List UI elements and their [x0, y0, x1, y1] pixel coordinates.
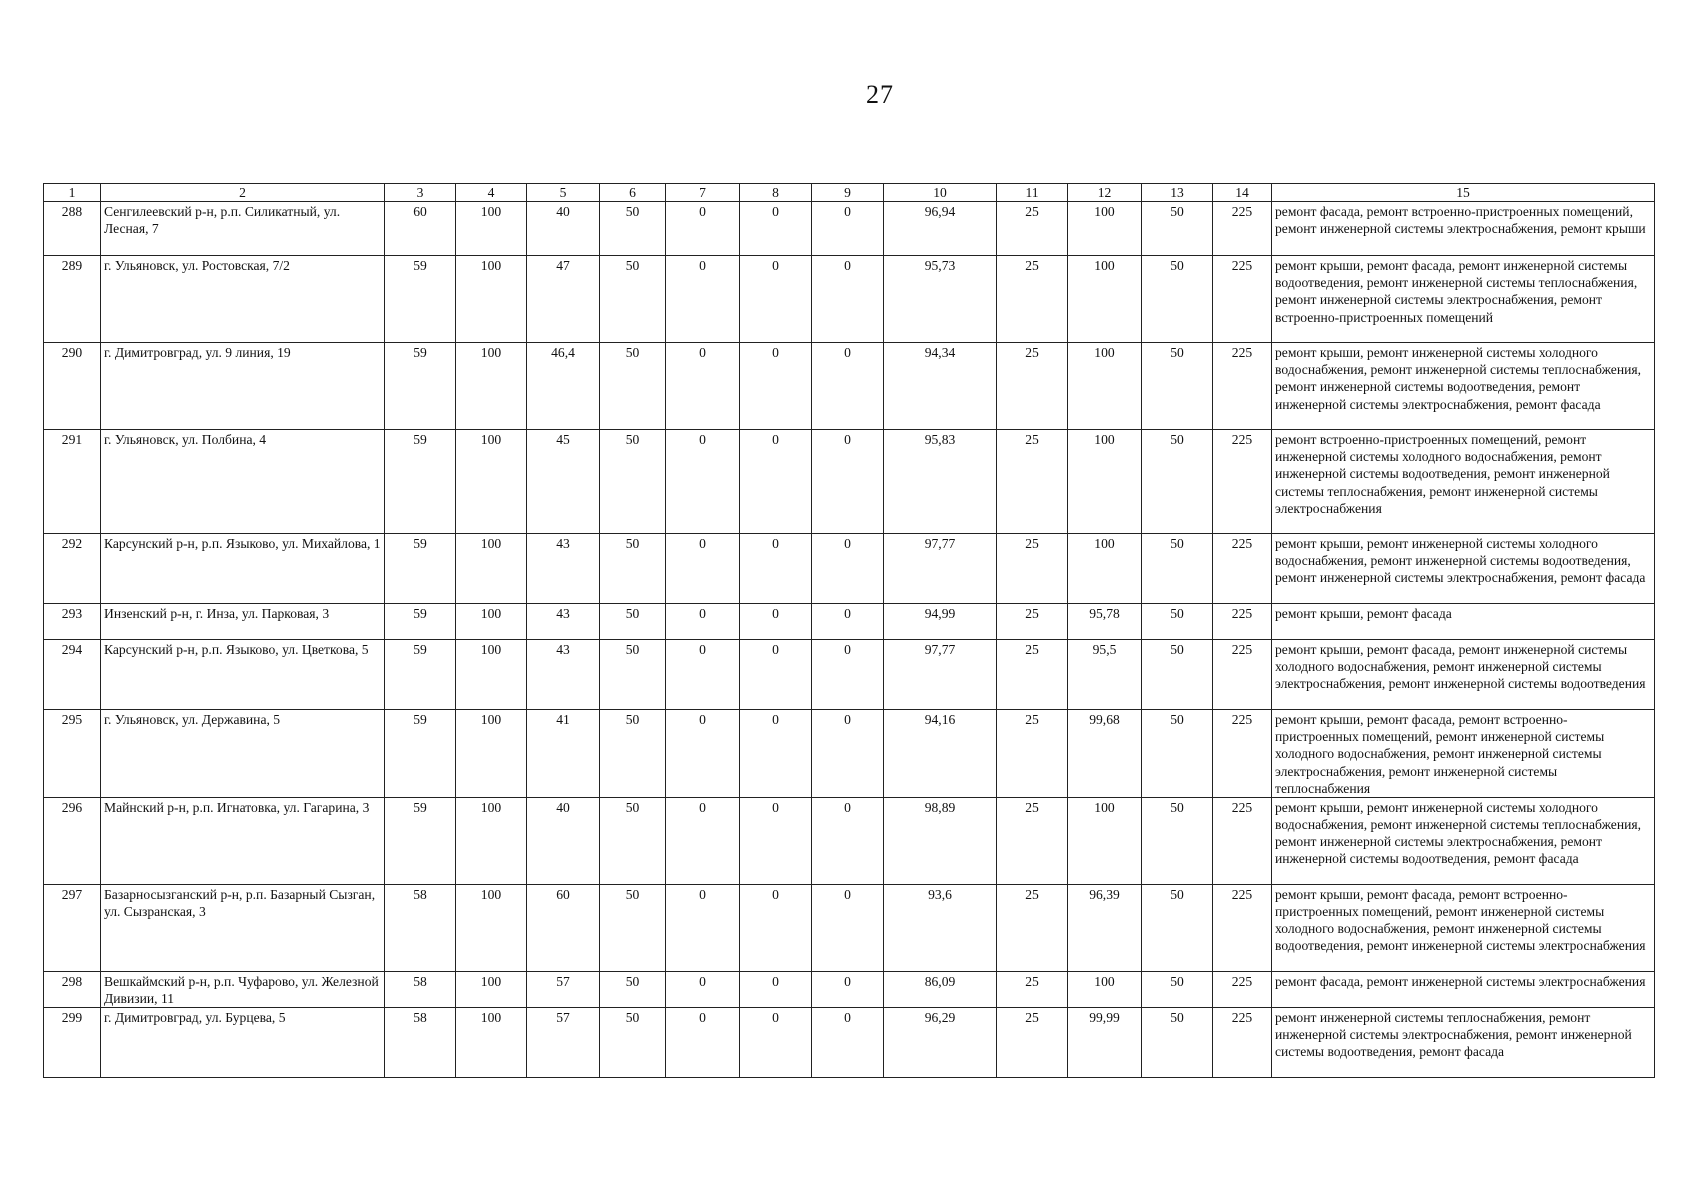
value-cell: 0 — [812, 604, 884, 640]
works-cell: ремонт фасада, ремонт инженерной системы электроснабжения — [1272, 971, 1655, 1007]
table-row — [44, 640, 1655, 710]
value-cell: 40 — [527, 202, 600, 256]
value-cell: 93,6 — [884, 884, 997, 971]
table-row — [44, 256, 1655, 343]
column-header: 7 — [666, 184, 740, 202]
value-cell: 50 — [600, 256, 666, 343]
value-cell: 50 — [600, 343, 666, 430]
value-cell: 50 — [1142, 640, 1213, 710]
value-cell: 225 — [1213, 797, 1272, 884]
row-number-cell: 295 — [44, 710, 101, 798]
value-cell: 50 — [1142, 604, 1213, 640]
value-cell: 100 — [1068, 430, 1142, 534]
works-cell: ремонт крыши, ремонт фасада, ремонт встроенно-пристроенных помещений, ремонт инженерной системы холодного водоснабжения, ремонт инженерной системы водоотведения, ремонт инженерной системы электроснабжения — [1272, 884, 1655, 971]
value-cell: 60 — [527, 884, 600, 971]
value-cell: 0 — [740, 797, 812, 884]
value-cell: 50 — [1142, 430, 1213, 534]
table-row — [44, 202, 1655, 256]
value-cell: 0 — [666, 884, 740, 971]
value-cell: 0 — [812, 430, 884, 534]
value-cell: 0 — [666, 534, 740, 604]
row-number-cell: 288 — [44, 202, 101, 256]
value-cell: 225 — [1213, 534, 1272, 604]
value-cell: 100 — [456, 640, 527, 710]
value-cell: 0 — [812, 343, 884, 430]
works-cell: ремонт фасада, ремонт встроенно-пристроенных помещений, ремонт инженерной системы электроснабжения, ремонт крыши — [1272, 202, 1655, 256]
value-cell: 0 — [740, 604, 812, 640]
address-cell: Майнский р-н, р.п. Игнатовка, ул. Гагарина, 3 — [101, 797, 385, 884]
value-cell: 96,94 — [884, 202, 997, 256]
table-row — [44, 710, 1655, 798]
value-cell: 50 — [1142, 797, 1213, 884]
value-cell: 25 — [997, 202, 1068, 256]
value-cell: 225 — [1213, 640, 1272, 710]
value-cell: 50 — [600, 430, 666, 534]
value-cell: 25 — [997, 534, 1068, 604]
table-body — [44, 202, 1655, 1078]
value-cell: 25 — [997, 797, 1068, 884]
table-row — [44, 343, 1655, 430]
column-header: 11 — [997, 184, 1068, 202]
row-number-cell: 291 — [44, 430, 101, 534]
value-cell: 59 — [385, 430, 456, 534]
value-cell: 50 — [600, 710, 666, 798]
column-header: 4 — [456, 184, 527, 202]
value-cell: 50 — [1142, 710, 1213, 798]
value-cell: 58 — [385, 971, 456, 1007]
value-cell: 50 — [600, 884, 666, 971]
address-cell: Карсунский р-н, р.п. Языково, ул. Цветкова, 5 — [101, 640, 385, 710]
value-cell: 95,83 — [884, 430, 997, 534]
value-cell: 50 — [600, 797, 666, 884]
value-cell: 95,78 — [1068, 604, 1142, 640]
column-header: 13 — [1142, 184, 1213, 202]
value-cell: 100 — [456, 884, 527, 971]
column-header: 14 — [1213, 184, 1272, 202]
value-cell: 0 — [812, 1008, 884, 1078]
value-cell: 0 — [666, 1008, 740, 1078]
value-cell: 0 — [740, 1008, 812, 1078]
value-cell: 50 — [1142, 534, 1213, 604]
value-cell: 0 — [666, 430, 740, 534]
value-cell: 225 — [1213, 710, 1272, 798]
table-row — [44, 884, 1655, 971]
table-row — [44, 1008, 1655, 1078]
address-cell: Инзенский р-н, г. Инза, ул. Парковая, 3 — [101, 604, 385, 640]
value-cell: 59 — [385, 604, 456, 640]
value-cell: 94,99 — [884, 604, 997, 640]
value-cell: 97,77 — [884, 534, 997, 604]
value-cell: 0 — [812, 884, 884, 971]
value-cell: 100 — [456, 256, 527, 343]
value-cell: 100 — [456, 1008, 527, 1078]
address-cell: г. Ульяновск, ул. Державина, 5 — [101, 710, 385, 798]
row-number-cell: 297 — [44, 884, 101, 971]
value-cell: 50 — [600, 604, 666, 640]
value-cell: 50 — [600, 640, 666, 710]
value-cell: 225 — [1213, 343, 1272, 430]
value-cell: 0 — [666, 640, 740, 710]
value-cell: 25 — [997, 343, 1068, 430]
value-cell: 0 — [740, 640, 812, 710]
value-cell: 96,29 — [884, 1008, 997, 1078]
value-cell: 100 — [1068, 971, 1142, 1007]
value-cell: 0 — [812, 534, 884, 604]
value-cell: 0 — [812, 202, 884, 256]
row-number-cell: 298 — [44, 971, 101, 1007]
address-cell: Вешкаймский р-н, р.п. Чуфарово, ул. Железной Дивизии, 11 — [101, 971, 385, 1007]
table-row — [44, 430, 1655, 534]
value-cell: 100 — [456, 202, 527, 256]
value-cell: 100 — [456, 971, 527, 1007]
value-cell: 58 — [385, 884, 456, 971]
page-number: 27 — [866, 80, 894, 109]
value-cell: 0 — [740, 430, 812, 534]
value-cell: 25 — [997, 604, 1068, 640]
address-cell: Базарносызганский р-н, р.п. Базарный Сызган, ул. Сызранская, 3 — [101, 884, 385, 971]
column-header: 9 — [812, 184, 884, 202]
row-number-cell: 293 — [44, 604, 101, 640]
value-cell: 100 — [456, 797, 527, 884]
value-cell: 58 — [385, 1008, 456, 1078]
column-header: 15 — [1272, 184, 1655, 202]
value-cell: 59 — [385, 256, 456, 343]
address-cell: Сенгилеевский р-н, р.п. Силикатный, ул. Лесная, 7 — [101, 202, 385, 256]
table-row — [44, 971, 1655, 1007]
value-cell: 59 — [385, 343, 456, 430]
works-cell: ремонт крыши, ремонт фасада — [1272, 604, 1655, 640]
value-cell: 225 — [1213, 256, 1272, 343]
value-cell: 100 — [1068, 343, 1142, 430]
value-cell: 50 — [1142, 971, 1213, 1007]
value-cell: 0 — [666, 710, 740, 798]
value-cell: 50 — [1142, 256, 1213, 343]
value-cell: 59 — [385, 710, 456, 798]
row-number-cell: 294 — [44, 640, 101, 710]
value-cell: 50 — [1142, 202, 1213, 256]
value-cell: 0 — [666, 971, 740, 1007]
value-cell: 25 — [997, 971, 1068, 1007]
value-cell: 59 — [385, 797, 456, 884]
table-row — [44, 797, 1655, 884]
address-cell: Карсунский р-н, р.п. Языково, ул. Михайлова, 1 — [101, 534, 385, 604]
value-cell: 0 — [740, 710, 812, 798]
value-cell: 25 — [997, 256, 1068, 343]
table-row — [44, 534, 1655, 604]
value-cell: 100 — [1068, 256, 1142, 343]
value-cell: 57 — [527, 971, 600, 1007]
value-cell: 94,16 — [884, 710, 997, 798]
value-cell: 0 — [666, 202, 740, 256]
works-cell: ремонт крыши, ремонт фасада, ремонт встроенно-пристроенных помещений, ремонт инженерной системы холодного водоснабжения, ремонт инженерной системы электроснабжения, ремонт инженерной системы теплоснабжения — [1272, 710, 1655, 798]
value-cell: 0 — [812, 256, 884, 343]
value-cell: 100 — [1068, 797, 1142, 884]
address-cell: г. Димитровград, ул. 9 линия, 19 — [101, 343, 385, 430]
value-cell: 0 — [812, 971, 884, 1007]
column-header: 1 — [44, 184, 101, 202]
value-cell: 0 — [740, 534, 812, 604]
header-row — [44, 184, 1655, 202]
column-header: 2 — [101, 184, 385, 202]
works-cell: ремонт крыши, ремонт фасада, ремонт инженерной системы холодного водоснабжения, ремонт инженерной системы электроснабжения, ремонт инженерной системы водоотведения — [1272, 640, 1655, 710]
value-cell: 0 — [740, 202, 812, 256]
value-cell: 25 — [997, 430, 1068, 534]
row-number-cell: 299 — [44, 1008, 101, 1078]
address-cell: г. Димитровград, ул. Бурцева, 5 — [101, 1008, 385, 1078]
column-header: 12 — [1068, 184, 1142, 202]
value-cell: 225 — [1213, 202, 1272, 256]
value-cell: 60 — [385, 202, 456, 256]
value-cell: 0 — [666, 256, 740, 343]
value-cell: 25 — [997, 1008, 1068, 1078]
column-header: 5 — [527, 184, 600, 202]
value-cell: 59 — [385, 640, 456, 710]
value-cell: 0 — [666, 604, 740, 640]
value-cell: 100 — [456, 534, 527, 604]
row-number-cell: 290 — [44, 343, 101, 430]
value-cell: 225 — [1213, 604, 1272, 640]
value-cell: 47 — [527, 256, 600, 343]
value-cell: 0 — [812, 797, 884, 884]
value-cell: 96,39 — [1068, 884, 1142, 971]
value-cell: 46,4 — [527, 343, 600, 430]
works-cell: ремонт крыши, ремонт фасада, ремонт инженерной системы водоотведения, ремонт инженерной системы теплоснабжения, ремонт инженерной системы электроснабжения, ремонт встроенно-пристроенных помещений — [1272, 256, 1655, 343]
works-cell: ремонт встроенно-пристроенных помещений, ремонт инженерной системы холодного водоснабжения, ремонт инженерной системы водоотведения, ремонт инженерной системы теплоснабжения, ремонт инженерной системы электроснабжения — [1272, 430, 1655, 534]
value-cell: 59 — [385, 534, 456, 604]
row-number-cell: 292 — [44, 534, 101, 604]
value-cell: 43 — [527, 640, 600, 710]
value-cell: 0 — [812, 640, 884, 710]
value-cell: 95,73 — [884, 256, 997, 343]
value-cell: 25 — [997, 710, 1068, 798]
value-cell: 57 — [527, 1008, 600, 1078]
value-cell: 97,77 — [884, 640, 997, 710]
address-cell: г. Ульяновск, ул. Полбина, 4 — [101, 430, 385, 534]
value-cell: 0 — [740, 343, 812, 430]
value-cell: 100 — [456, 343, 527, 430]
value-cell: 40 — [527, 797, 600, 884]
value-cell: 50 — [600, 1008, 666, 1078]
value-cell: 50 — [1142, 1008, 1213, 1078]
value-cell: 94,34 — [884, 343, 997, 430]
value-cell: 100 — [1068, 202, 1142, 256]
value-cell: 50 — [600, 971, 666, 1007]
value-cell: 86,09 — [884, 971, 997, 1007]
row-number-cell: 296 — [44, 797, 101, 884]
column-header: 10 — [884, 184, 997, 202]
value-cell: 0 — [740, 971, 812, 1007]
value-cell: 50 — [600, 534, 666, 604]
value-cell: 43 — [527, 534, 600, 604]
value-cell: 0 — [740, 884, 812, 971]
value-cell: 95,5 — [1068, 640, 1142, 710]
table-header — [44, 184, 1655, 202]
works-cell: ремонт инженерной системы теплоснабжения, ремонт инженерной системы электроснабжения, ремонт инженерной системы водоотведения, ремонт фасада — [1272, 1008, 1655, 1078]
value-cell: 43 — [527, 604, 600, 640]
value-cell: 0 — [812, 710, 884, 798]
value-cell: 225 — [1213, 430, 1272, 534]
value-cell: 99,99 — [1068, 1008, 1142, 1078]
value-cell: 100 — [1068, 534, 1142, 604]
works-cell: ремонт крыши, ремонт инженерной системы холодного водоснабжения, ремонт инженерной системы теплоснабжения, ремонт инженерной системы водоотведения, ремонт инженерной системы электроснабжения, ремонт фасада — [1272, 343, 1655, 430]
value-cell: 100 — [456, 710, 527, 798]
value-cell: 225 — [1213, 884, 1272, 971]
table-row — [44, 604, 1655, 640]
value-cell: 225 — [1213, 1008, 1272, 1078]
column-header: 6 — [600, 184, 666, 202]
value-cell: 41 — [527, 710, 600, 798]
value-cell: 100 — [456, 604, 527, 640]
column-header: 3 — [385, 184, 456, 202]
value-cell: 50 — [1142, 343, 1213, 430]
value-cell: 225 — [1213, 971, 1272, 1007]
value-cell: 25 — [997, 884, 1068, 971]
repair-priority-table — [43, 183, 1655, 1078]
column-header: 8 — [740, 184, 812, 202]
address-cell: г. Ульяновск, ул. Ростовская, 7/2 — [101, 256, 385, 343]
value-cell: 99,68 — [1068, 710, 1142, 798]
value-cell: 45 — [527, 430, 600, 534]
row-number-cell: 289 — [44, 256, 101, 343]
value-cell: 0 — [666, 343, 740, 430]
value-cell: 98,89 — [884, 797, 997, 884]
value-cell: 100 — [456, 430, 527, 534]
value-cell: 50 — [1142, 884, 1213, 971]
value-cell: 0 — [666, 797, 740, 884]
works-cell: ремонт крыши, ремонт инженерной системы холодного водоснабжения, ремонт инженерной системы водоотведения, ремонт инженерной системы электроснабжения, ремонт фасада — [1272, 534, 1655, 604]
value-cell: 25 — [997, 640, 1068, 710]
value-cell: 50 — [600, 202, 666, 256]
works-cell: ремонт крыши, ремонт инженерной системы холодного водоснабжения, ремонт инженерной системы теплоснабжения, ремонт инженерной системы электроснабжения, ремонт инженерной системы водоотведения, ремонт фасада — [1272, 797, 1655, 884]
value-cell: 0 — [740, 256, 812, 343]
